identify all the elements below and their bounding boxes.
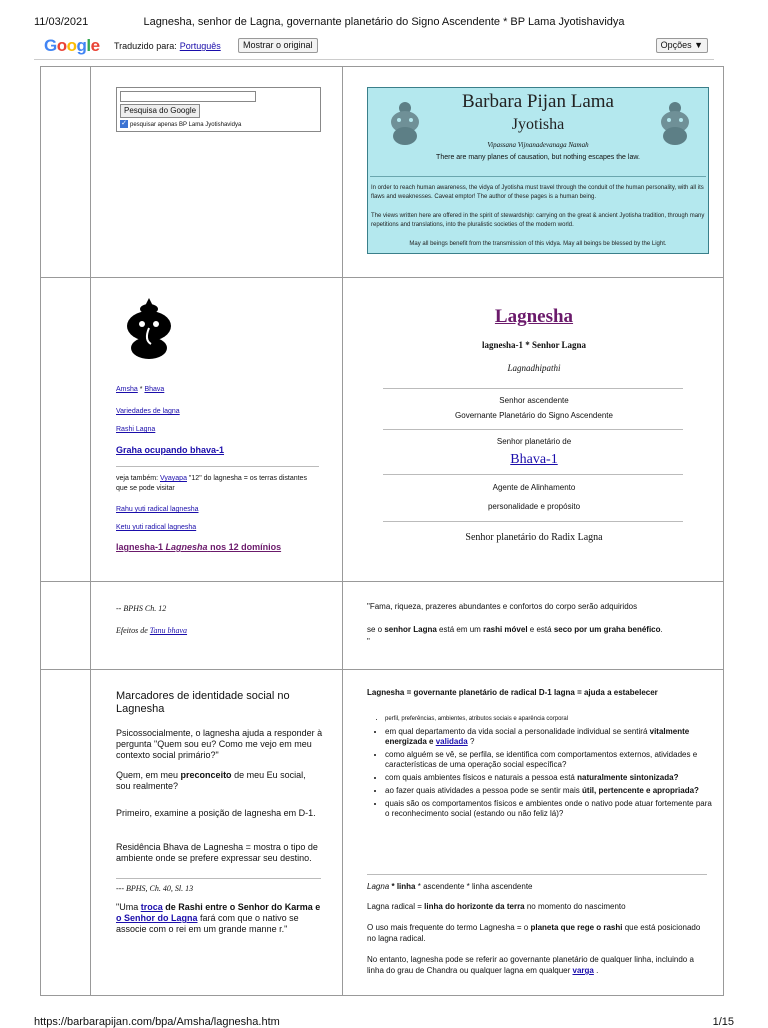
marcadores-p4: Residência Bhava de Lagnesha = mostra o tipo de ambiente onde se prefere expressar seu destino. — [116, 842, 318, 863]
translate-bar — [34, 34, 714, 60]
bphs-ch12: -- BPHS Ch. 12 — [116, 604, 167, 613]
search-cell — [91, 67, 342, 277]
translated-to: Traduzido para: Português — [114, 41, 221, 51]
validada-link[interactable]: validada — [435, 737, 468, 746]
bhava-link[interactable]: Bhava — [144, 386, 165, 393]
bp-banner — [367, 87, 709, 254]
print-page: 1/15 — [712, 1016, 734, 1028]
title-line-1: lagnesha-1 * Senhor Lagna — [481, 340, 587, 350]
vyayapa-link[interactable]: Vyayapa — [159, 475, 187, 482]
title-line-6: Agente de Alinhamento — [492, 483, 576, 492]
marcadores-p3: Primeiro, examine a posição de lagnesha em D-1. — [116, 808, 316, 818]
banner-subtitle: Jyotisha — [511, 116, 565, 133]
marcadores-cell — [91, 670, 342, 997]
marcadores-p2: Quem, em meu preconceito de meu Eu social, sou realmente? — [116, 770, 306, 791]
bphs-ch40: --- BPHS, Ch. 40, Sl. 13 — [116, 884, 194, 893]
checkbox-checked-icon[interactable]: ✓ — [121, 120, 127, 128]
options-button[interactable]: Opções ▼ — [656, 38, 708, 53]
linha-line-2: Lagna radical = linha do horizonte da terra no momento do nascimento — [367, 902, 626, 911]
nav-graha-ocupando: Graha ocupando bhava-1 — [116, 445, 225, 455]
nav-amsha-bhava: Amsha * Bhava — [116, 386, 165, 393]
bphs-quote-cell — [343, 582, 725, 669]
google-search-button[interactable]: Pesquisa do Google — [120, 104, 200, 118]
search-input[interactable] — [120, 91, 256, 102]
search-box — [116, 87, 321, 132]
marcadores-p1: Psicossocialmente, o lagnesha ajuda a responder à pergunta "Quem sou eu? Como me vejo em meu contexto social primário?" — [116, 728, 323, 760]
governante-item-2: • em qual departamento da vida social a personalidade individual se sentirá vitalmente energizada e validada ? — [385, 727, 717, 747]
nav-rashi-lagna: Rashi Lagna — [116, 426, 156, 433]
banner-motto: Vipassana Vijnanadevanaga Namah — [487, 141, 589, 149]
banner-tagline: There are many planes of causation, but nothing escapes the law. — [436, 154, 640, 161]
troca-link[interactable]: troca — [140, 902, 163, 912]
title-line-3: Senhor ascendente — [499, 396, 569, 405]
nav-rahu-yuti: Rahu yuti radical lagnesha — [116, 506, 199, 513]
governante-title: Lagnesha = governante planetário de radical D-1 lagna = ajuda a estabelecer — [367, 688, 658, 697]
banner-cell — [343, 67, 725, 277]
title-line-2: Lagnadhipathi — [507, 363, 561, 373]
title-line-8: Senhor planetário do Radix Lagna — [465, 532, 603, 543]
show-original-button[interactable]: Mostrar o original — [238, 38, 318, 53]
governante-item-6: • quais são os comportamentos físicos e ambientes onde o nativo pode atuar fortemente para o reconhecimento social (estando ou não feliz lá)? — [385, 799, 717, 819]
efeitos-tanu: Efeitos de Tanu bhava — [116, 626, 188, 635]
bphs-ch40-quote: "Uma troca de Rashi entre o Senhor do Karma e o Senhor do Lagna fará com que o nativo se associe com o rei em um grande manne r." — [116, 902, 321, 934]
title-cell — [343, 278, 725, 581]
governante-cell — [343, 670, 725, 997]
title-line-4: Governante Planetário do Signo Ascendente — [455, 411, 613, 420]
google-logo: Google — [44, 36, 100, 55]
varga-link[interactable]: varga — [572, 966, 594, 975]
print-url: https://barbarapijan.com/bpa/Amsha/lagnesha.htm — [34, 1016, 280, 1028]
banner-para-3: May all beings benefit from the transmission of this vidya. May all beings be blessed by the Light. — [409, 241, 667, 247]
site-only-checkbox[interactable]: ✓ pesquisar apenas BP Lama Jyotishavidya — [121, 120, 242, 128]
linha-line-1: Lagna * linha * ascendente * linha ascendente — [367, 882, 533, 891]
bphs-quote: "Fama, riqueza, prazeres abundantes e confortos do corpo serão adquiridos — [367, 602, 638, 611]
linha-line-4: No entanto, lagnesha pode se referir ao governante planetário de qualquer linha, incluindo a linha do grau de Chandra ou qualquer lagna em qualquer varga . — [367, 955, 694, 975]
bphs-ref-cell — [91, 582, 342, 669]
senhor-lagna-link[interactable]: o Senhor do Lagna — [116, 913, 198, 923]
marcadores-title: Marcadores de identidade social no Lagnesha — [116, 690, 290, 715]
governante-item-5: • ao fazer quais atividades a pessoa pode se sentir mais útil, pertencente e apropriada? — [385, 786, 717, 796]
banner-title: Barbara Pijan Lama — [462, 91, 614, 112]
banner-para-1: In order to reach human awareness, the vidya of Jyotisha must travel through the conduit of the human personality, with all its flaws and weaknesses. Caveat emptor! The author of these pages is a human being. — [371, 185, 704, 200]
governante-item-1: • perfil, preferências, ambientes, atributos sociais e aparência corporal — [385, 714, 717, 724]
nav-ketu-yuti: Ketu yuti radical lagnesha — [116, 524, 197, 531]
amsha-link[interactable]: Amsha — [116, 386, 138, 393]
print-date: 11/03/2021 — [34, 16, 89, 28]
governante-item-4: • com quais ambientes físicos e naturais a pessoa está naturalmente sintonizada? — [385, 773, 717, 783]
nav-lagnesha-12: lagnesha-1 Lagnesha nos 12 domínios — [116, 542, 282, 552]
bhava-1-link[interactable]: Bhava-1 — [510, 452, 558, 467]
linha-line-3: O uso mais frequente do termo Lagnesha = o planeta que rege o rashi que está posicionado no lagna radical. — [367, 923, 701, 943]
lagnesha-heading[interactable]: Lagnesha — [494, 306, 574, 327]
nav-veja-tambem: veja também: Vyayapa "12" do lagnesha = os terras distantes que se pode visitar — [116, 475, 307, 492]
print-title: Lagnesha, senhor de Lagna, governante planetário do Signo Ascendente * BP Lama Jyotishavidya — [143, 16, 625, 28]
title-line-7: personalidade e propósito — [487, 502, 581, 511]
language-link[interactable]: Português — [179, 41, 221, 51]
banner-para-2: The views written here are offered in the spirit of stewardship: carrying on the great & ancient Jyotisha tradition, through many repetitions and translations, into the pluralistic societies of the modern world. — [371, 213, 705, 228]
governante-item-3: • como alguém se vê, se perfila, se identifica com comportamentos externos, atividades e características de uma operação social específica? — [385, 750, 717, 770]
tanu-bhava-link[interactable]: Tanu bhava — [149, 626, 188, 635]
ganesha-icon — [118, 294, 180, 364]
print-header — [0, 12, 768, 28]
bphs-condition: se o senhor Lagna está em um rashi móvel e está seco por um graha benéfico. " — [367, 625, 663, 646]
governante-list — [367, 714, 717, 822]
title-line-5: Senhor planetário de — [496, 437, 572, 446]
page-frame — [40, 66, 724, 996]
nav-cell — [91, 278, 342, 581]
nav-variedades: Variedades de lagna — [116, 408, 180, 415]
